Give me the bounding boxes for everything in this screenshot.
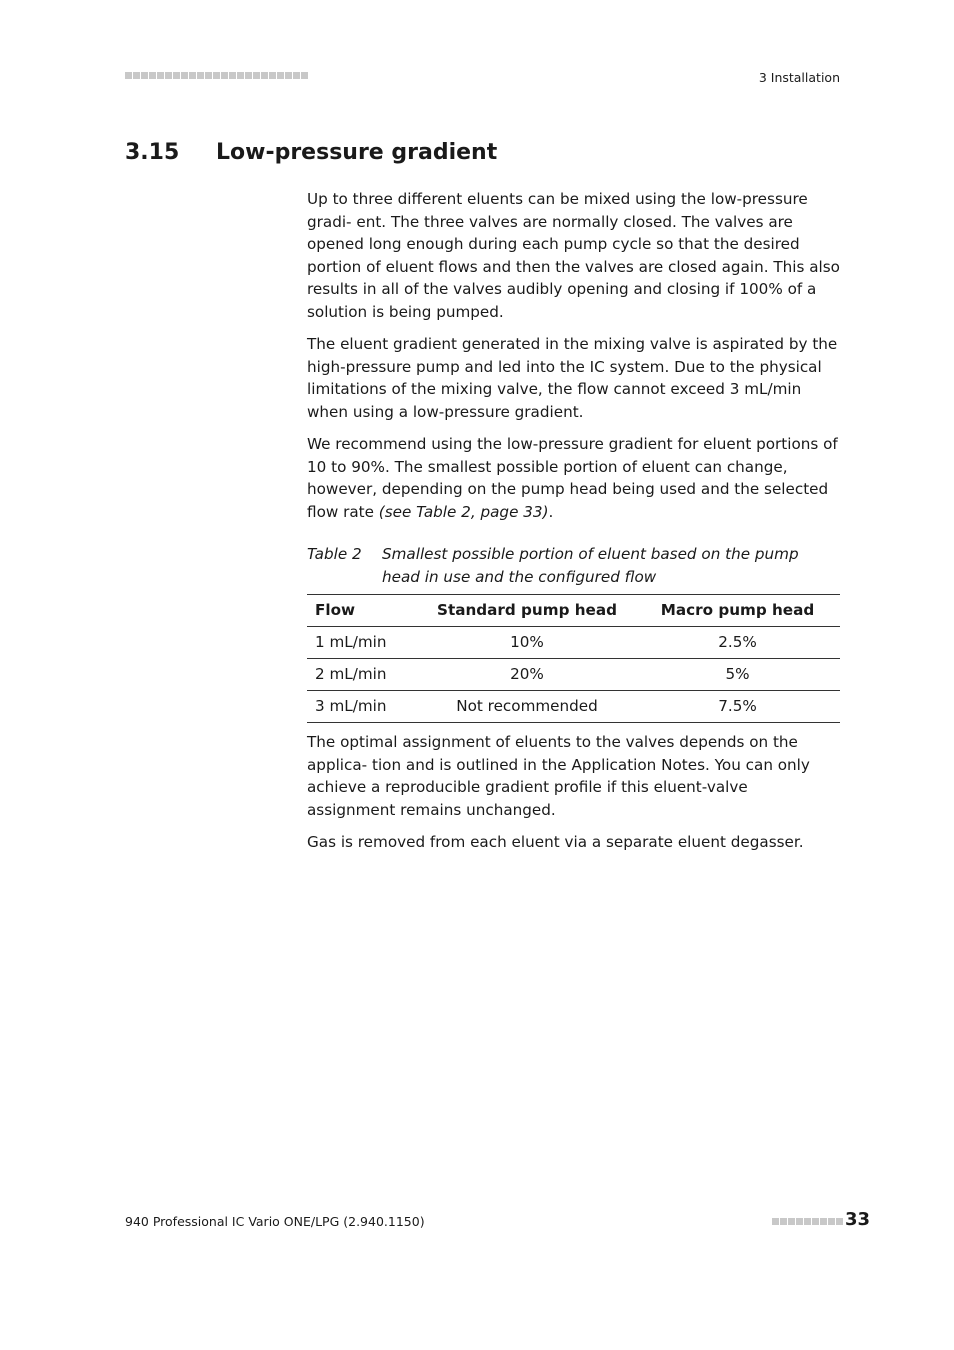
running-header-chapter: 3 Installation — [758, 70, 840, 85]
paragraph-end: . — [548, 502, 554, 521]
table-cell: 5% — [635, 659, 840, 691]
table-cell: 20% — [419, 659, 635, 691]
section-number: 3.15 — [125, 140, 180, 165]
table-row — [307, 659, 840, 691]
section-title: Low-pressure gradient — [216, 140, 498, 165]
column-header: Flow — [307, 595, 419, 627]
body-content — [307, 188, 840, 864]
table-row — [307, 691, 840, 723]
paragraph-text: We recommend using the low-pressure gradient for eluent portions of 10 to 90%. The smallest possible portion of eluent can change, however, depending on the pump head being used and the selected flow rate — [307, 435, 838, 521]
paragraph: Up to three different eluents can be mixed using the low-pressure gradi- ent. The three valves are normally closed. The valves are opened long enough during each pump cycle so that the desired portion of eluent flows and then the valves are closed again. This also results in all of the valves audibly opening and closing if 100% of a solution is being pumped. — [307, 190, 840, 321]
paragraph — [307, 433, 840, 523]
paragraph: The optimal assignment of eluents to the valves depends on the applica- tion and is outlined in the Application Notes. You can only achieve a reproducible gradient profile if this eluent-valve assignment remains unchanged. — [307, 733, 810, 819]
table-caption-text: Smallest possible portion of eluent based on the pump head in use and the configured flow — [382, 545, 799, 586]
table-cell: 2 mL/min — [307, 659, 419, 691]
table-cell: 1 mL/min — [307, 627, 419, 659]
table-cell: 10% — [419, 627, 635, 659]
page-number: 33 — [845, 1209, 871, 1230]
table-caption-label: Table 2 — [307, 545, 362, 563]
table-header-row — [307, 595, 840, 627]
table-cell: Not recommended — [419, 691, 635, 723]
table-reference-link[interactable]: (see Table 2, page 33) — [378, 502, 549, 521]
column-header: Standard pump head — [419, 595, 635, 627]
section-heading — [125, 140, 497, 165]
table-cell: 3 mL/min — [307, 691, 419, 723]
table-caption — [307, 543, 840, 588]
column-header: Macro pump head — [635, 595, 840, 627]
table-row — [307, 627, 840, 659]
paragraph: Gas is removed from each eluent via a separate eluent degasser. — [307, 833, 804, 851]
eluent-portion-table — [307, 594, 840, 723]
table-cell: 2.5% — [635, 627, 840, 659]
footer-decoration — [772, 1218, 843, 1225]
header-decoration — [125, 72, 308, 80]
footer-product-name: 940 Professional IC Vario ONE/LPG (2.940.1150) — [125, 1214, 425, 1229]
paragraph: The eluent gradient generated in the mixing valve is aspirated by the high-pressure pump and led into the IC system. Due to the physical limitations of the mixing valve, the flow cannot exceed 3 mL/min when using a low-pressure gradient. — [307, 335, 838, 421]
table-cell: 7.5% — [635, 691, 840, 723]
